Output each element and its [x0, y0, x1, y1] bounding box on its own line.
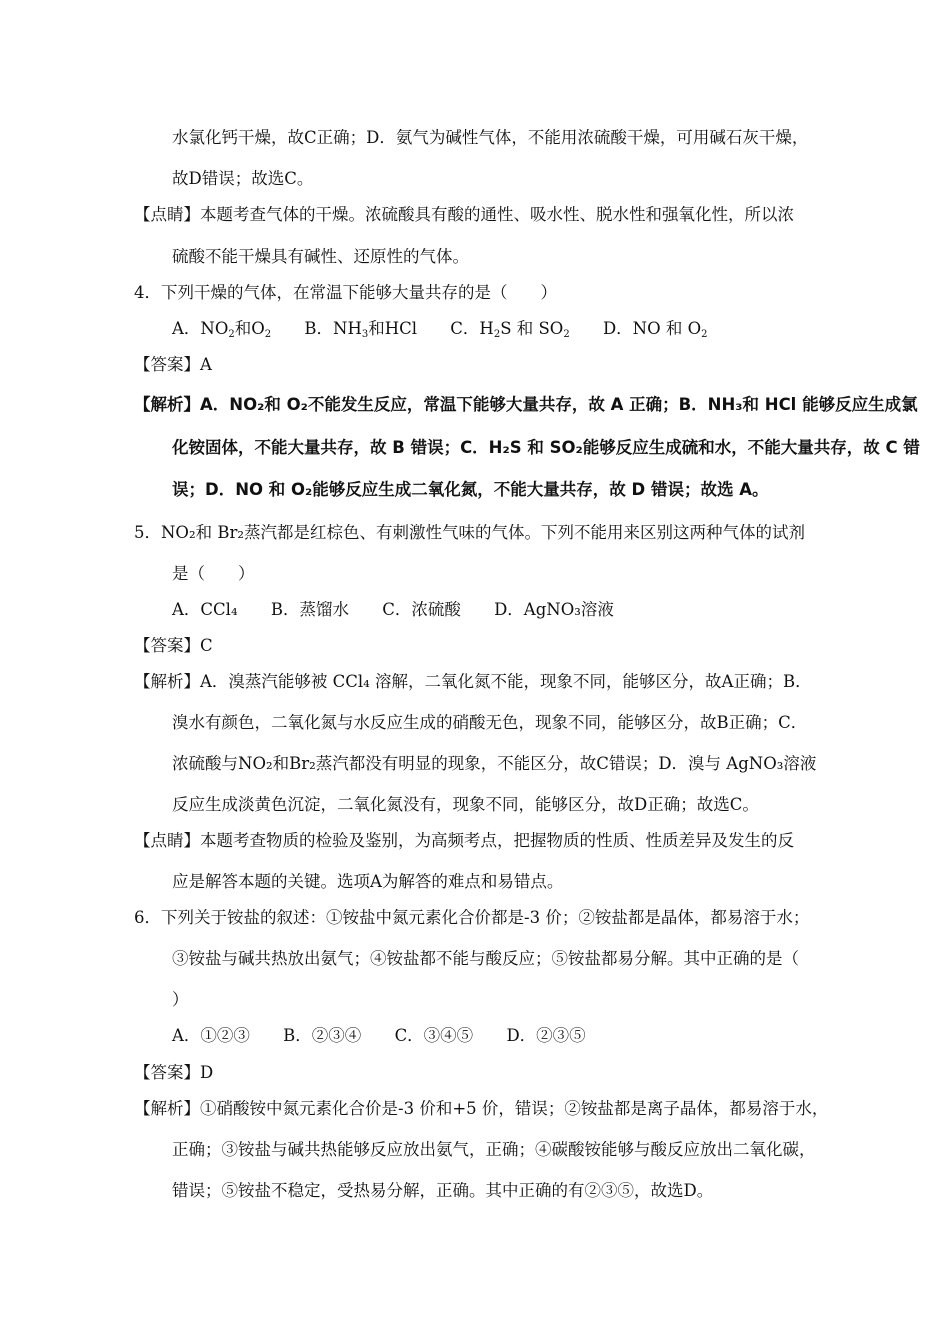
question-5-options [172, 599, 642, 621]
answer-6 [134, 1062, 213, 1084]
question-6-options [172, 1025, 614, 1047]
option-b: B．$NH_3$和HCl [304, 319, 418, 340]
explanation-5-line: 溴水有颜色，二氧化氮与水反应生成的硝酸无色，现象不同，能够区分，故B正确；C． [172, 713, 808, 732]
answer-value: C [200, 636, 213, 655]
question-6: 6．下列关于铵盐的叙述：①铵盐中氮元素化合价都是-3 价；②铵盐都是晶体，都易溶于水； [134, 908, 810, 927]
option-b: B．蒸馏水 [270, 600, 349, 619]
text-line: 故D错误；故选C。 [172, 169, 314, 188]
answer-5 [134, 635, 213, 657]
explanation-4-line: 误；D．NO 和 O₂能够反应生成二氧化氮，不能大量共存，故 D 错误；故选 A。 [172, 480, 769, 499]
option-c: C．浓硫酸 [382, 600, 461, 619]
question-5: 5．NO₂和 Br₂蒸汽都是红棕色、有刺激性气味的气体。下列不能用来区别这两种气体的试剂 [134, 523, 805, 542]
note-text: 本题考查物质的检验及鉴别，为高频考点，把握物质的性质、性质差异及发生的反 [200, 831, 794, 850]
answer-tag: 【答案】 [134, 1063, 200, 1082]
explanation-4-line: 化铵固体，不能大量共存，故 B 错误；C．H₂S 和 SO₂能够反应生成硫和水，不能大量共存，故 C 错 [172, 438, 920, 457]
explanation-4 [134, 394, 918, 416]
answer-tag: 【答案】 [134, 355, 200, 374]
question-5-line: 是（ ） [172, 564, 255, 583]
question-6-line: ） [172, 990, 189, 1009]
explanation-tag: 【解析】 [134, 395, 200, 414]
note-text: 本题考查气体的干燥。浓硫酸具有酸的通性、吸水性、脱水性和强氧化性，所以浓 [200, 205, 794, 224]
answer-tag: 【答案】 [134, 636, 200, 655]
answer-4 [134, 354, 212, 376]
explanation-6-line: 错误；⑤铵盐不稳定，受热易分解，正确。其中正确的有②③⑤，故选D。 [172, 1181, 714, 1200]
answer-value: D [200, 1063, 214, 1082]
explanation-6-line: 正确；③铵盐与碱共热能够反应放出氨气，正确；④碳酸铵能够与酸反应放出二氧化碳， [172, 1140, 816, 1159]
note-5-line: 应是解答本题的关键。选项A为解答的难点和易错点。 [172, 872, 564, 891]
option-d: D．NO 和 $O_2$ [602, 319, 708, 340]
text-line: 硫酸不能干燥具有碱性、还原性的气体。 [172, 247, 469, 266]
question-6-line: ③铵盐与碱共热放出氨气；④铵盐都不能与酸反应；⑤铵盐都易分解。其中正确的是（ [172, 949, 799, 968]
option-d: D．②③⑤ [506, 1026, 586, 1045]
option-a: A．①②③ [172, 1026, 250, 1045]
explanation-6 [134, 1098, 828, 1120]
explanation-text: ①硝酸铵中氮元素化合价是-3 价和+5 价，错误；②铵盐都是离子晶体，都易溶于水， [200, 1099, 829, 1118]
option-c: C．③④⑤ [394, 1026, 474, 1045]
option-b: B．②③④ [283, 1026, 362, 1045]
option-c: C．$H_2S$ 和 $SO_2$ [450, 319, 570, 340]
explanation-tag: 【解析】 [134, 1099, 200, 1118]
note-5 [134, 830, 794, 852]
question-4-options [172, 318, 736, 340]
question-4: 4．下列干燥的气体，在常温下能够大量共存的是（ ） [134, 283, 557, 302]
text-line: 水氯化钙干燥，故C正确；D．氨气为碱性气体，不能用浓硫酸干燥，可用碱石灰干燥， [172, 128, 809, 147]
note-paragraph [134, 204, 794, 226]
explanation-tag: 【解析】 [134, 672, 200, 691]
explanation-5-line: 反应生成淡黄色沉淀，二氧化氮没有，现象不同，能够区分，故D正确；故选C。 [172, 795, 759, 814]
note-tag: 【点睛】 [134, 831, 200, 850]
explanation-5-line: 浓硫酸与NO₂和Br₂蒸汽都没有明显的现象，不能区分，故C错误；D．溴与 AgNO₃溶液 [172, 754, 817, 773]
option-d: D．AgNO₃溶液 [494, 600, 614, 619]
option-a: A．CCl₄ [172, 600, 238, 619]
explanation-text: A．NO₂和 O₂不能发生反应，常温下能够大量共存，故 A 正确；B．NH₃和 HCl 能够反应生成氯 [200, 395, 918, 414]
answer-value: A [200, 355, 212, 374]
explanation-5 [134, 671, 812, 693]
explanation-text: A．溴蒸汽能够被 CCl₄ 溶解，二氧化氮不能，现象不同，能够区分，故A正确；B． [200, 672, 812, 691]
option-a: A．$NO_2$和$O_2$ [172, 319, 272, 340]
note-tag: 【点睛】 [134, 205, 200, 224]
